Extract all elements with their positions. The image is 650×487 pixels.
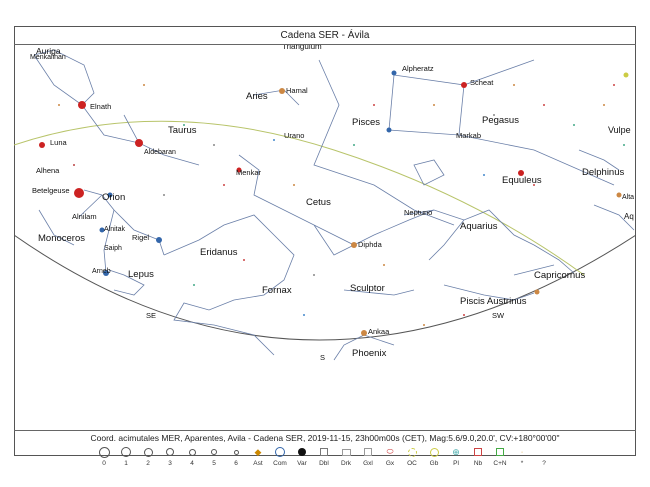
label-se: SE	[146, 311, 157, 320]
label-lepus: Lepus	[128, 269, 154, 280]
legend-label: 6	[234, 460, 238, 467]
star-luna	[39, 142, 45, 148]
legend-label: Drk	[340, 460, 352, 467]
star-markab	[387, 128, 392, 133]
legend-label: 2	[146, 460, 150, 467]
ecliptic-line	[14, 121, 584, 275]
star-ankaa	[361, 330, 367, 336]
label-cetus: Cetus	[306, 197, 331, 208]
star-fomalhaut	[535, 290, 540, 295]
label-triangulum: Triangulum	[282, 45, 322, 51]
label-orion: Orion	[102, 192, 126, 203]
legend-label: 5	[212, 460, 216, 467]
label-arneb: Arneb	[92, 268, 111, 275]
legend-label: Com	[273, 460, 287, 467]
constellation-lines	[34, 50, 634, 360]
label-alnitak: Alnitak	[104, 226, 126, 233]
label-aldebaran: Aldebaran	[144, 149, 176, 156]
star-hamal	[279, 88, 285, 94]
label-scheat: Scheat	[470, 78, 494, 87]
chart-title: Cadena SER - Ávila	[280, 30, 370, 41]
label-s: S	[320, 353, 326, 362]
star-elnath	[78, 101, 86, 109]
star-scheat	[461, 82, 467, 88]
label-monoceros: Monoceros	[38, 233, 85, 244]
legend-label: C+N	[493, 460, 507, 467]
label-enif: Equuleus	[502, 175, 542, 186]
legend-label: OC	[407, 460, 417, 467]
star-diphda	[351, 242, 357, 248]
legend-label: ?	[542, 460, 546, 467]
legend-label: Ast	[253, 460, 263, 467]
background-stars	[58, 84, 625, 326]
chart-caption: Coord. acimutales MER, Aparentes, Avila - Cadena SER, 2019-11-15, 23h00m00s (CET), Mag:5.6/9.0,20.0', CV:+180°00'00"	[90, 433, 560, 443]
label-sculptor: Sculptor	[350, 283, 385, 294]
label-alpheratz: Alpheratz	[402, 64, 434, 73]
star-vega-edge	[624, 73, 629, 78]
legend-label: Dbl	[319, 460, 329, 467]
legend-label: 4	[190, 460, 194, 467]
asterism-icon: ◆	[254, 446, 262, 457]
legend-label: Gb	[429, 460, 439, 467]
planetary-icon: ⊕	[452, 446, 460, 457]
legend-label: Var	[297, 460, 307, 467]
label-luna: Luna	[50, 138, 67, 147]
label-aries: Aries	[246, 91, 268, 102]
legend-label: 1	[124, 460, 128, 467]
label-eridanus: Eridanus	[200, 247, 238, 258]
legend-label: Nb	[473, 460, 483, 467]
label-diphda: Diphda	[358, 240, 382, 249]
galaxy-cluster-icon: ⬭	[386, 447, 394, 456]
sky-map	[14, 45, 636, 430]
star-alpheratz	[392, 71, 397, 76]
label-phoenix: Phoenix	[352, 348, 387, 359]
label-pisces: Pisces	[352, 117, 380, 128]
label-piscis-austrinus: Piscis Austrinus	[460, 296, 527, 307]
label-menkar: Menkar	[236, 168, 262, 177]
label-saiph: Saiph	[104, 245, 122, 252]
label-rigel: Rigel	[132, 233, 150, 242]
star-icon: ·	[520, 448, 524, 456]
legend-item-unknown	[530, 446, 558, 467]
label-neptune: Neptuno	[404, 208, 433, 217]
legend-label: Gxl	[363, 460, 373, 467]
label-uranus: Urano	[284, 131, 305, 140]
star-altair	[617, 193, 622, 198]
map-labels	[30, 45, 634, 362]
named-stars	[39, 71, 629, 337]
star-aldebaran	[135, 139, 143, 147]
star-rigel	[156, 237, 162, 243]
label-capricornus: Capricornus	[534, 270, 586, 281]
label-delphinus: Delphinus	[582, 167, 625, 178]
label-pegasus: Pegasus	[482, 115, 519, 126]
label-fornax: Fornax	[262, 285, 292, 296]
label-markab: Markab	[456, 131, 482, 140]
label-elnath: Elnath	[90, 102, 112, 111]
label-betelgeuse: Betelgeuse	[32, 186, 70, 195]
label-alnilam: Alnilam	[72, 212, 97, 221]
legend-label: Gx	[385, 460, 395, 467]
label-ankaa: Ankaa	[368, 327, 390, 336]
label-aquarius: Aquarius	[460, 221, 498, 232]
label-aq-partial: Aq	[624, 212, 634, 221]
symbol-legend	[90, 446, 550, 470]
label-menkalinan: Menkalinan	[30, 54, 66, 61]
label-alhena: Alhena	[36, 166, 60, 175]
label-hamal: Hamal	[286, 86, 308, 95]
legend-label: *	[520, 460, 524, 467]
legend-label: 0	[102, 460, 106, 467]
footer-divider	[14, 430, 636, 431]
star-betelgeuse	[74, 188, 84, 198]
label-altair-partial: Alta	[622, 194, 635, 201]
label-sw: SW	[492, 311, 505, 320]
legend-label: 3	[168, 460, 172, 467]
label-taurus: Taurus	[168, 125, 197, 136]
label-auriga: Auriga	[36, 46, 61, 56]
unknown-icon	[530, 446, 558, 458]
label-vulpecula: Vulpe	[608, 125, 631, 135]
legend-label: Pl	[453, 460, 459, 467]
